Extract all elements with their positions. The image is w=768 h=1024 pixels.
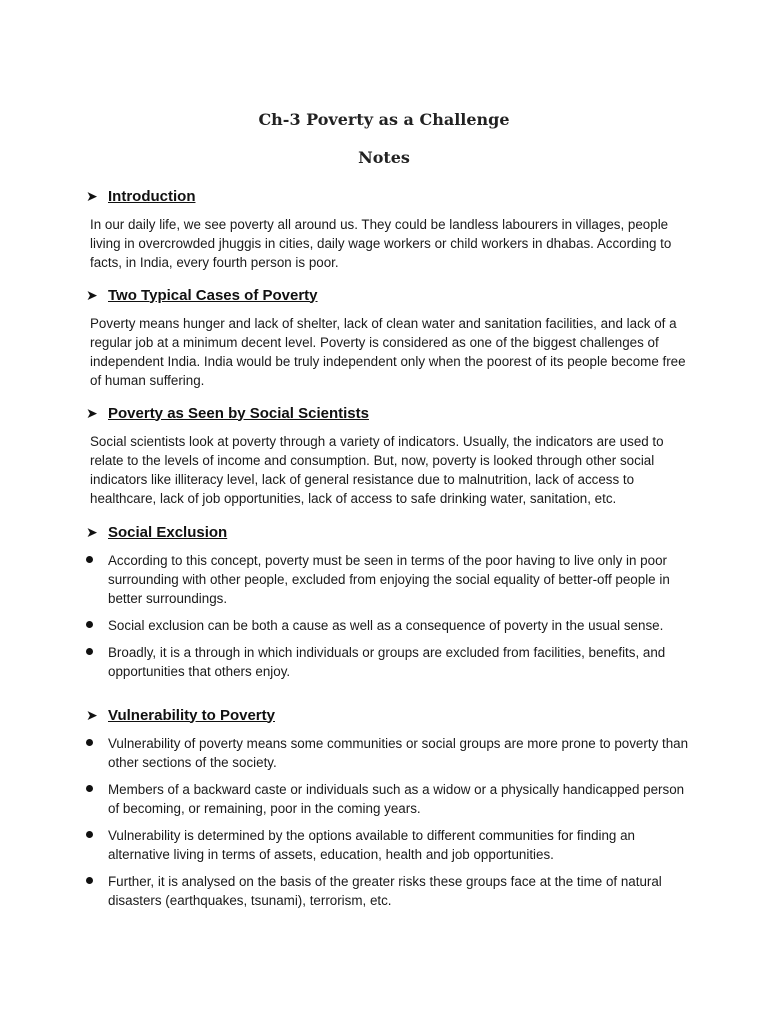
section-heading-social-exclusion (86, 521, 227, 543)
arrow-bullet-icon: ➤ (86, 706, 98, 723)
section-heading-label: Two Typical Cases of Poverty (108, 286, 318, 304)
list-item (86, 734, 696, 772)
arrow-bullet-icon: ➤ (86, 286, 98, 303)
list-item-text: According to this concept, poverty must be seen in terms of the poor having to live only in poor surrounding with other people, excluded from enjoying the social equality of better-off people in better surroundings. (108, 553, 670, 606)
list-item-text: Members of a backward caste or individuals such as a widow or a physically handicapped person of becoming, or remaining, poor in the coming years. (108, 782, 685, 816)
bullet-dot-icon (86, 877, 93, 884)
list-item (86, 780, 696, 818)
section-heading-introduction (86, 185, 195, 207)
section-heading-label: Social Exclusion (108, 523, 228, 541)
list-item-text: Vulnerability of poverty means some communities or social groups are more prone to poverty than other sections of the society. (108, 736, 689, 770)
section-heading-label: Introduction (108, 187, 196, 205)
list-item-text: Vulnerability is determined by the options available to different communities for finding an alternative living in terms of assets, education, health and job opportunities. (108, 828, 635, 862)
list-item (86, 826, 696, 864)
arrow-bullet-icon: ➤ (86, 404, 98, 421)
arrow-bullet-icon: ➤ (86, 523, 98, 540)
section-heading-label: Vulnerability to Poverty (108, 706, 275, 724)
bullet-list-social-exclusion (86, 551, 696, 681)
list-item-text: Social exclusion can be both a cause as well as a consequence of poverty in the usual sense. (108, 618, 664, 633)
list-item (86, 616, 696, 635)
list-item-text: Further, it is analysed on the basis of the greater risks these groups face at the time of natural disasters (earthquakes, tsunami), terrorism, etc. (108, 874, 662, 908)
list-item (86, 643, 696, 681)
bullet-list-vulnerability (86, 734, 696, 910)
arrow-bullet-icon: ➤ (86, 187, 98, 204)
bullet-dot-icon (86, 739, 93, 746)
section-heading-two-typical-cases (86, 284, 318, 306)
list-item (86, 872, 696, 910)
list-item-text: Broadly, it is a through in which individuals or groups are excluded from facilities, benefits, and opportunities that others enjoy. (108, 645, 666, 679)
section-paragraph: Social scientists look at poverty through a variety of indicators. Usually, the indicators are used to relate to the levels of income and consumption. But, now, poverty is looked through other social indicators like illiteracy level, lack of general resistance due to malnutrition, lack of access to healthcare, lack of job opportunities, lack of access to safe drinking water, sanitation, etc. (90, 434, 664, 506)
section-heading-vulnerability (86, 704, 275, 726)
section-heading-label: Poverty as Seen by Social Scientists (108, 404, 369, 422)
section-paragraph: Poverty means hunger and lack of shelter, lack of clean water and sanitation facilities, and lack of a regular job at a minimum decent level. Poverty is considered as one of the biggest challenges of independent India. India would be truly independent only when the poorest of its people become free of human suffering. (90, 316, 686, 388)
list-item (86, 551, 696, 608)
section-paragraph: In our daily life, we see poverty all around us. They could be landless labourers in villages, people living in overcrowded jhuggis in cities, daily wage workers or child workers in dhabas. According to facts, in India, every fourth person is poor. (90, 217, 672, 270)
bullet-dot-icon (86, 648, 93, 655)
bullet-dot-icon (86, 831, 93, 838)
bullet-dot-icon (86, 785, 93, 792)
bullet-dot-icon (86, 556, 93, 563)
bullet-dot-icon (86, 621, 93, 628)
page-title: Ch-3 Poverty as a Challenge (258, 110, 510, 129)
section-heading-social-scientists (86, 402, 369, 424)
page-subtitle: Notes (358, 148, 410, 167)
